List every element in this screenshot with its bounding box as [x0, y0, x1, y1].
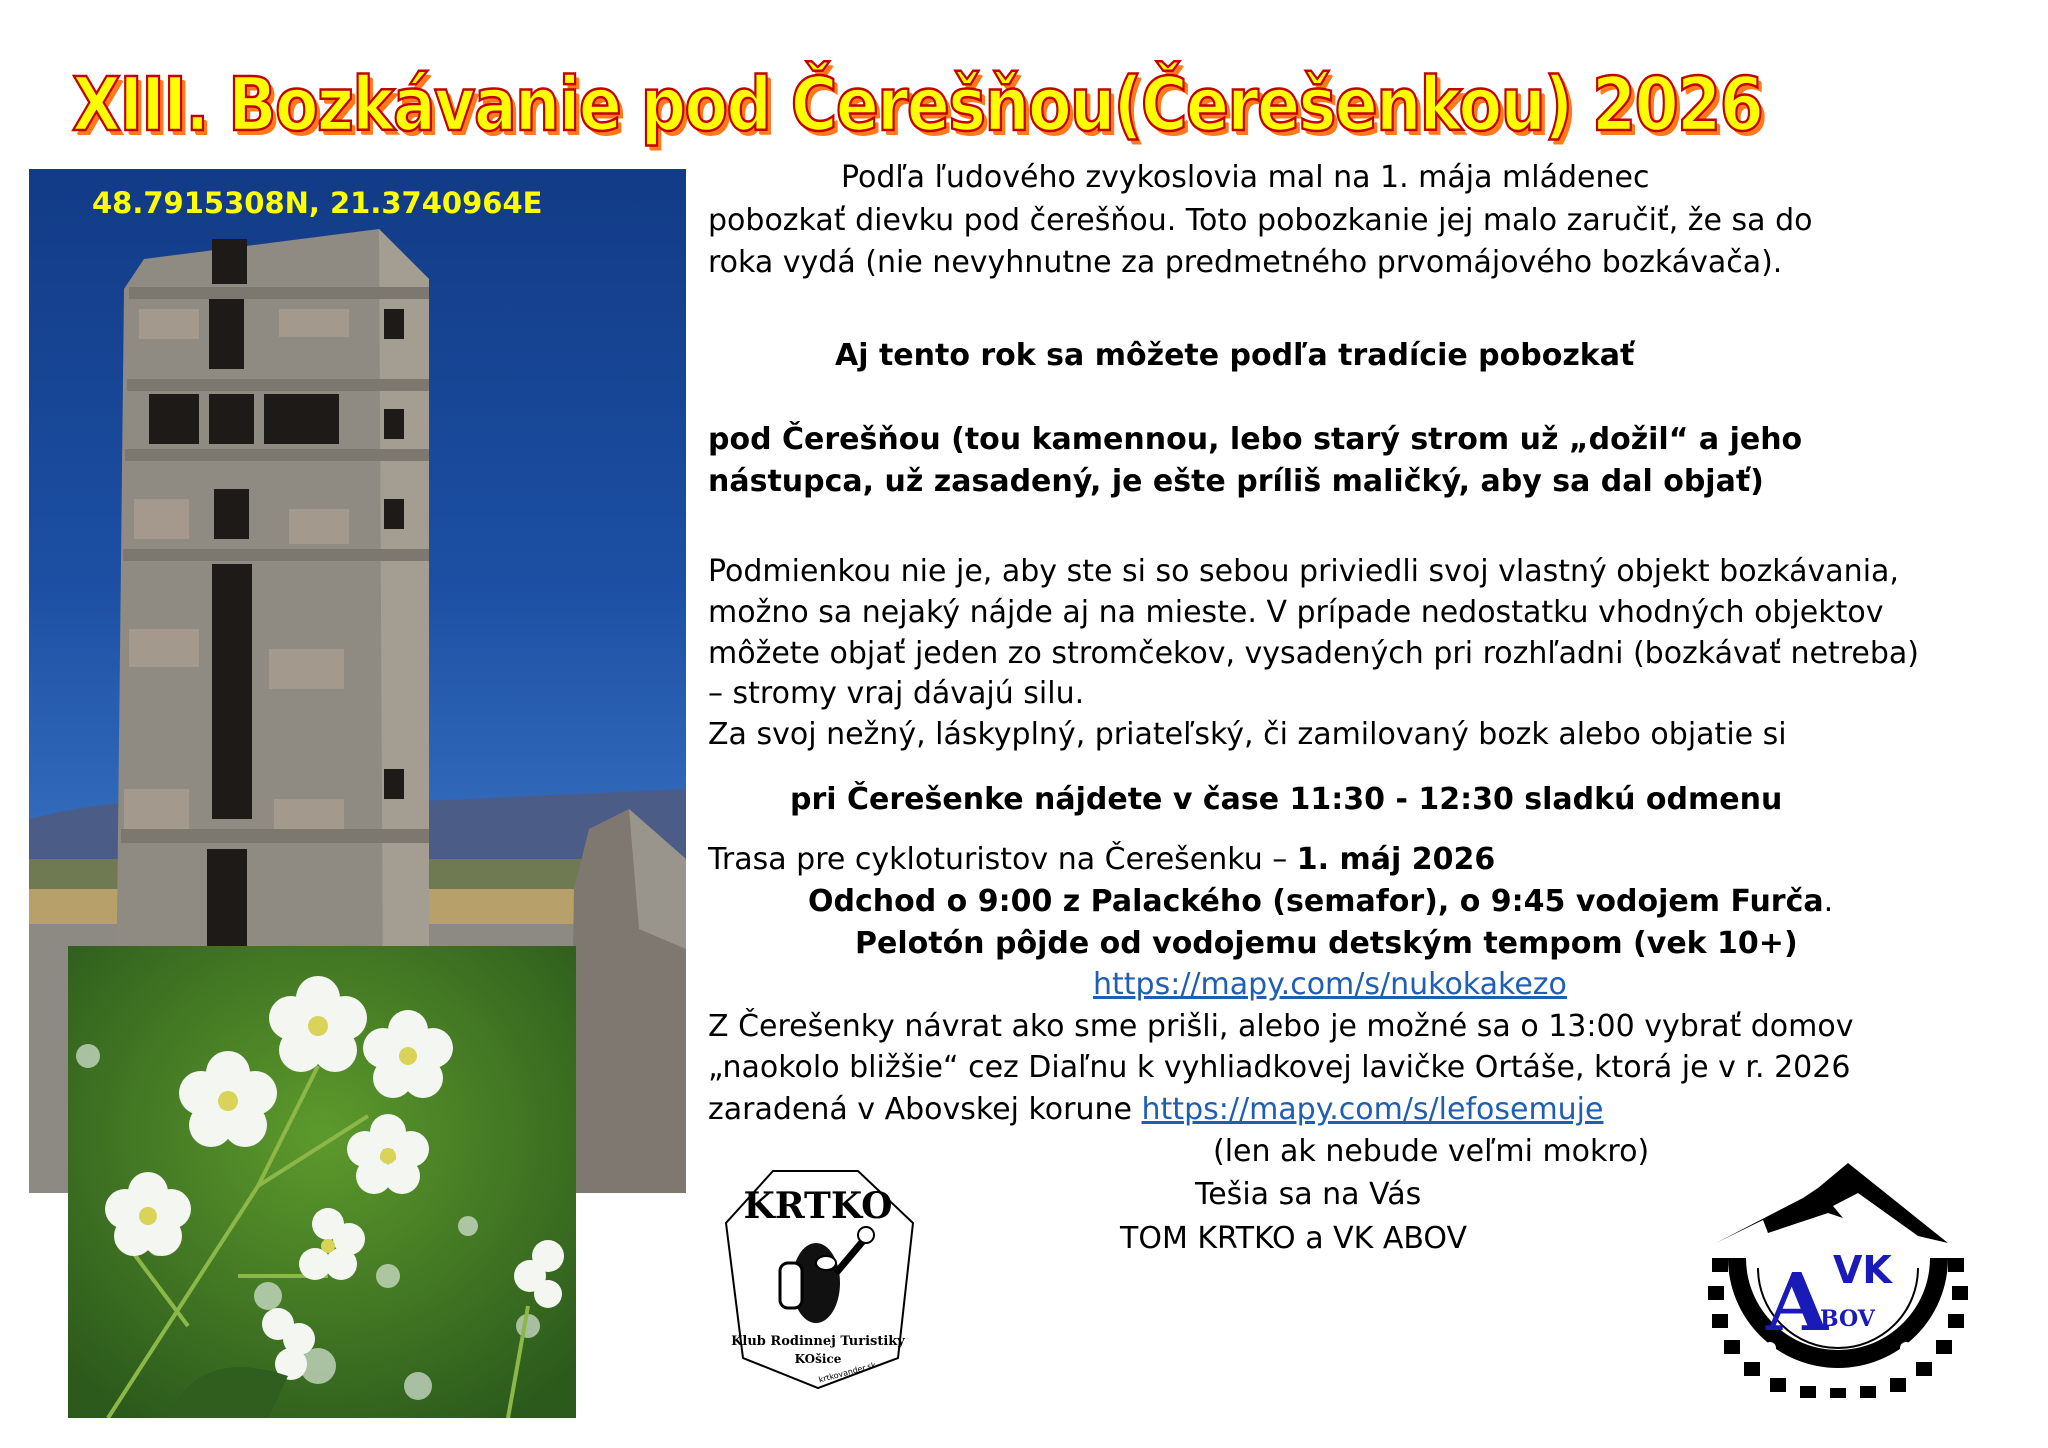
cherry-blossom-photo — [68, 946, 576, 1418]
svg-text:BOV: BOV — [1820, 1306, 1875, 1332]
highlight-line-3: nástupca, už zasadený, je ešte príliš maličký, aby sa dal objať) — [708, 464, 1764, 499]
closing-signature: TOM KRTKO a VK ABOV — [1120, 1221, 1468, 1256]
svg-text:A: A — [1766, 1255, 1829, 1349]
conditions-line-5: Za svoj nežný, láskyplný, priateľský, či zamilovaný bozk alebo objatie si — [708, 717, 1787, 752]
krtko-logo — [718, 1163, 918, 1393]
svg-text:Klub Rodinnej Turistiky: Klub Rodinnej Turistiky — [731, 1334, 905, 1349]
svg-text:KRTKO: KRTKO — [743, 1185, 893, 1227]
krtko-badge-icon — [718, 1163, 918, 1393]
return-line-3 — [708, 1090, 1603, 1130]
intro-line-2: pobozkať dievku pod čerešňou. Toto pobozkanie jej malo zaručiť, že sa do — [708, 203, 1813, 238]
event-title: XIII. Bozkávanie pod Čerešňou(Čerešenkou) 2026 — [72, 62, 1763, 148]
svg-text:krtkovander.sk: krtkovander.sk — [817, 1360, 877, 1385]
conditions-line-3: môžete objať jeden zo stromčekov, vysadených pri rozhľadni (bozkávať netreba) — [708, 636, 1919, 671]
vk-abov-logo — [1708, 1158, 1968, 1398]
conditions-line-1: Podmienkou nie je, aby ste si so sebou priviedli svoj vlastný objekt bozkávania, — [708, 554, 1899, 589]
highlight-line-2: pod Čerešňou (tou kamennou, lebo starý strom už „dožil“ a jeho — [708, 422, 1803, 457]
route-line — [708, 840, 1495, 880]
vk-abov-gear-icon — [1708, 1158, 1968, 1398]
departure-line — [808, 882, 1833, 922]
departure-end: . — [1823, 884, 1834, 919]
highlight-line-1: Aj tento rok sa môžete podľa tradície pobozkať — [835, 338, 1635, 373]
return-line-2: „naokolo bližšie“ cez Diaľnu k vyhliadkovej lavičke Ortáše, ktorá je v r. 2026 — [708, 1050, 1851, 1085]
blossom-illustration — [68, 946, 576, 1418]
closing-greeting: Tešia sa na Vás — [1195, 1177, 1422, 1212]
route-label: Trasa pre cykloturistov na Čerešenku – — [708, 842, 1297, 877]
conditions-line-2: možno sa nejaký nájde aj na mieste. V prípade nedostatku vhodných objektov — [708, 595, 1884, 630]
route-date: 1. máj 2026 — [1296, 842, 1496, 877]
intro-line-3: roka vydá (nie nevyhnutne za predmetného prvomájového bozkávača). — [708, 245, 1783, 280]
return-last-prefix: zaradená v Abovskej korune — [708, 1092, 1142, 1127]
svg-text:VK: VK — [1833, 1248, 1892, 1292]
reward-line: pri Čerešenke nájdete v čase 11:30 - 12:30 sladkú odmenu — [790, 782, 1783, 817]
route-map-link[interactable]: https://mapy.com/s/nukokakezo — [1093, 967, 1567, 1002]
peloton-line: Pelotón pôjde od vodojemu detským tempom (vek 10+) — [855, 926, 1798, 961]
conditions-line-4: – stromy vraj dávajú silu. — [708, 676, 1085, 711]
gps-coordinates: 48.7915308N, 21.3740964E — [92, 186, 543, 220]
return-line-1: Z Čerešenky návrat ako sme prišli, alebo je možné sa o 13:00 vybrať domov — [708, 1009, 1854, 1044]
intro-line-1: Podľa ľudového zvykoslovia mal na 1. mája mládenec — [841, 160, 1650, 195]
crown-map-link[interactable]: https://mapy.com/s/lefosemuje — [1141, 1092, 1604, 1127]
departure-text: Odchod o 9:00 z Palackého (semafor), o 9:45 vodojem Furča — [808, 884, 1824, 919]
svg-text:KOšice: KOšice — [794, 1352, 842, 1366]
weather-note: (len ak nebude veľmi mokro) — [1213, 1134, 1650, 1169]
